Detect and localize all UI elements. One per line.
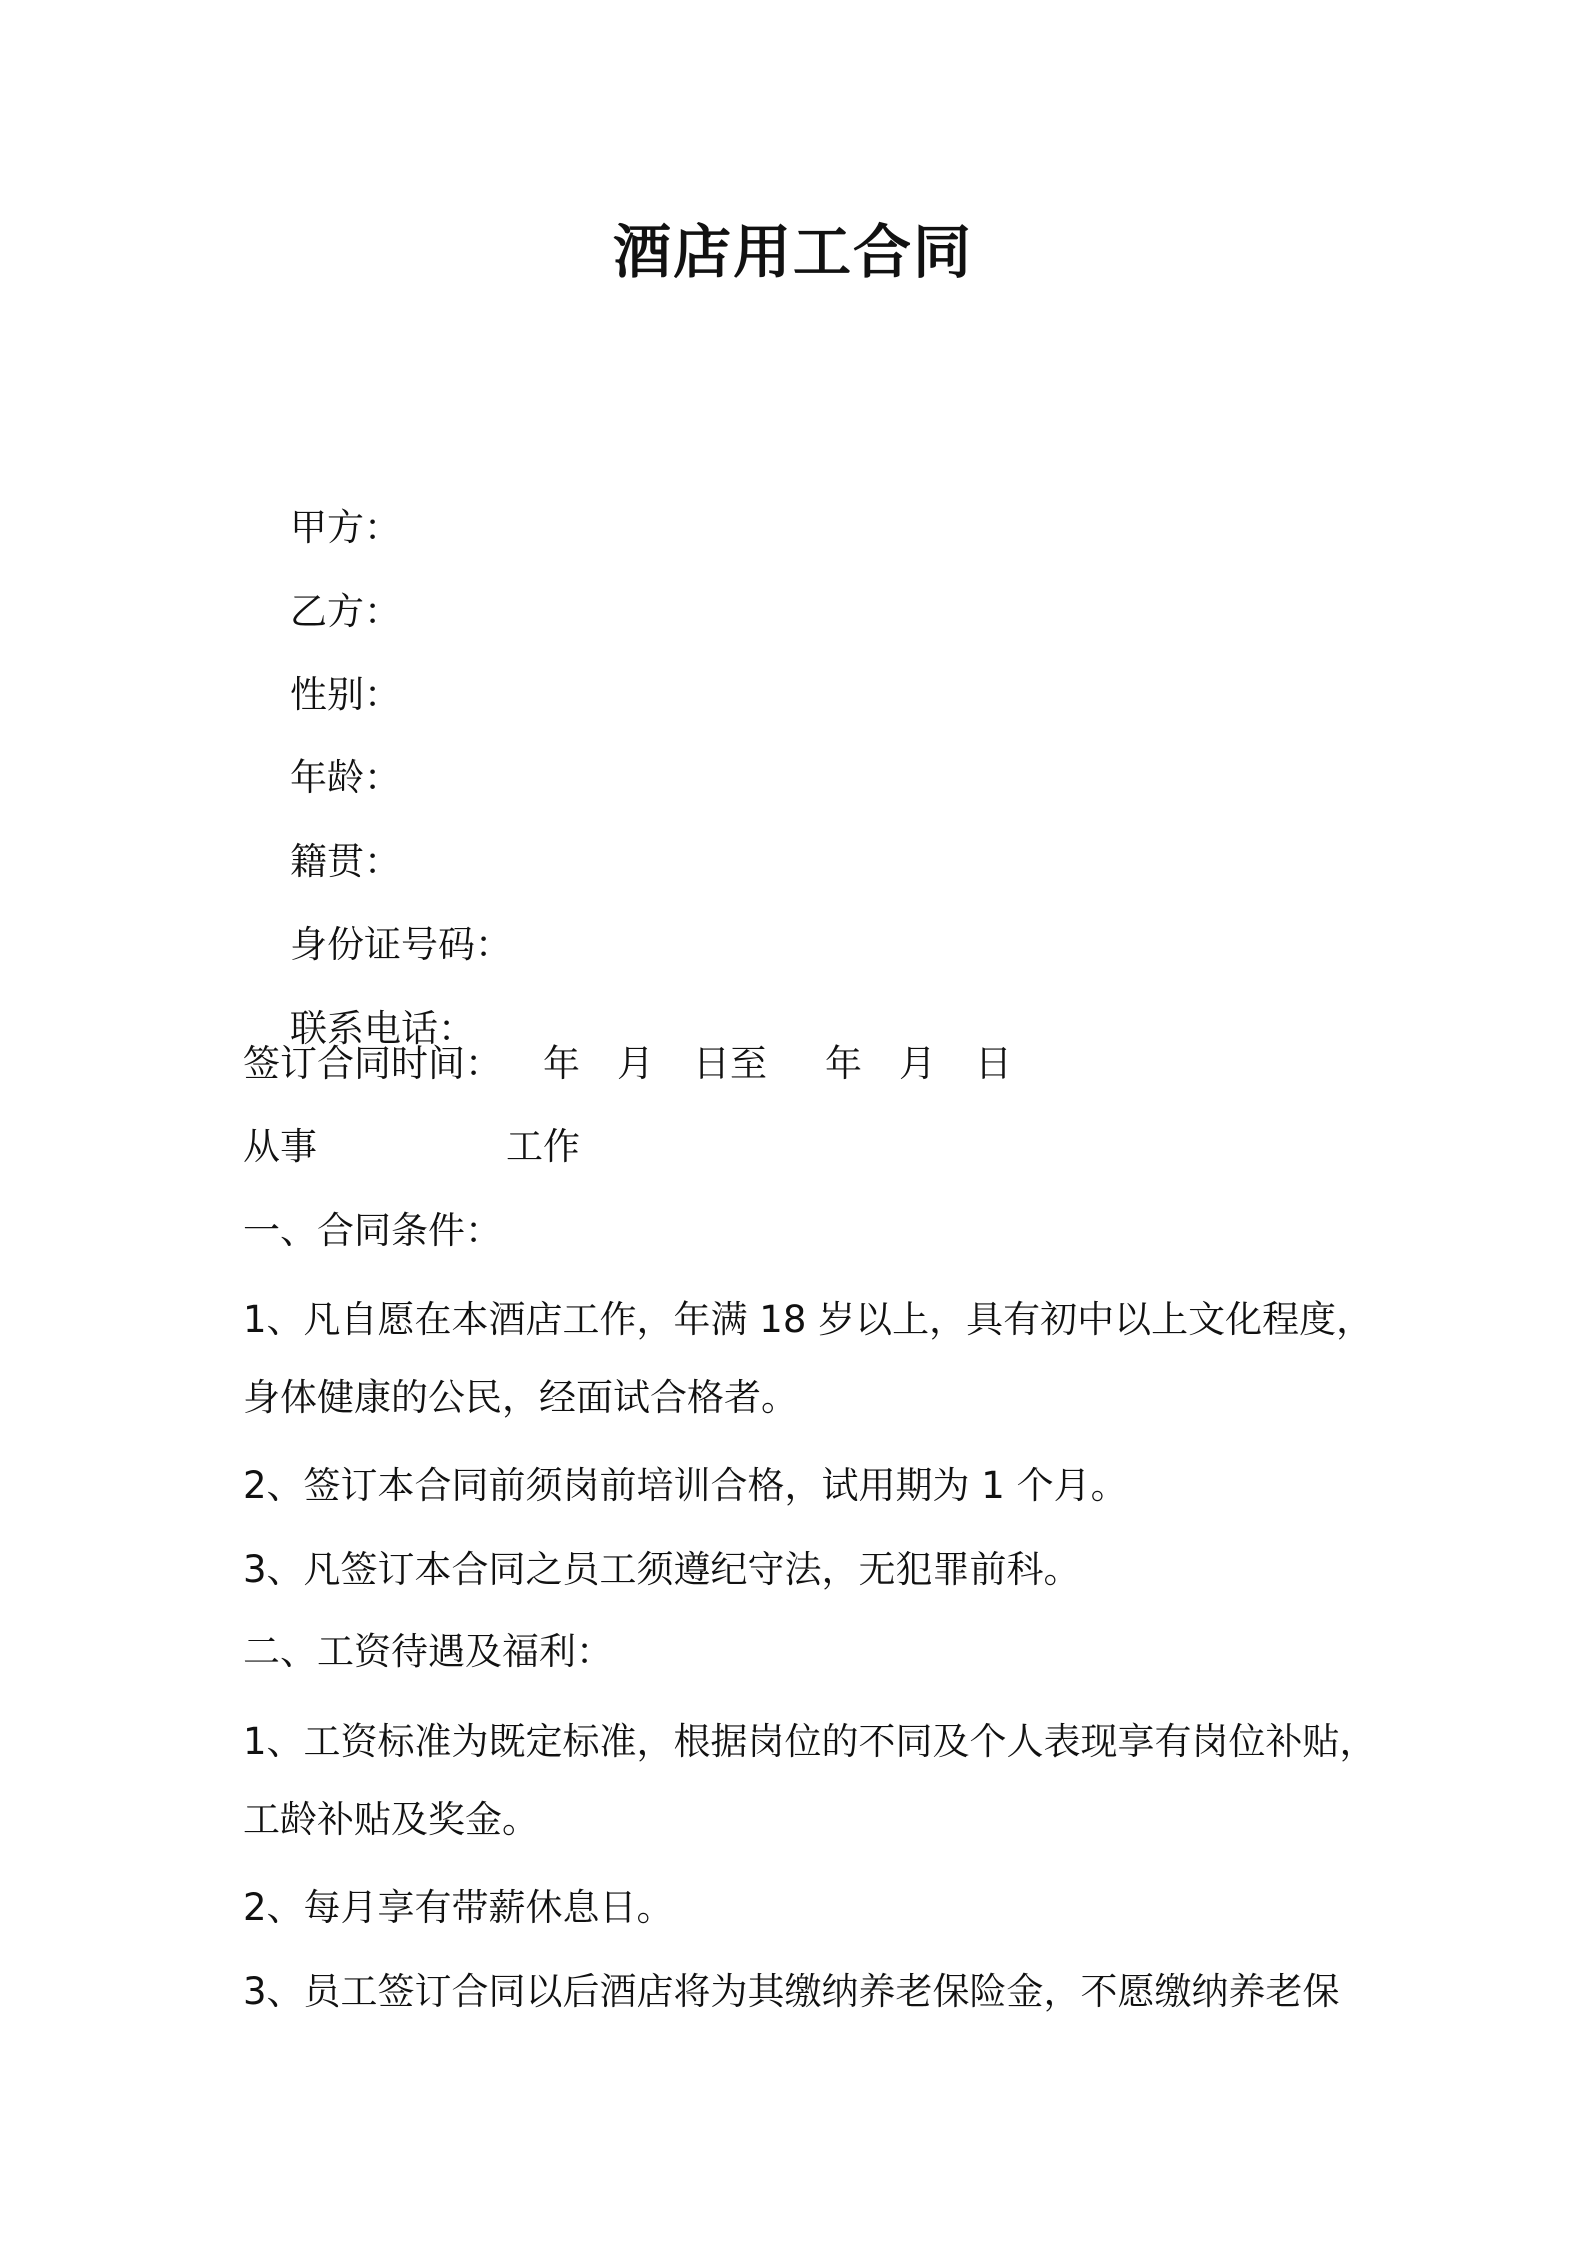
sign-date-label: 签订合同时间：: [243, 1042, 502, 1085]
sign-date-day-end: 日: [975, 1042, 1012, 1085]
field-label: 籍贯：: [290, 840, 402, 883]
section1-item2: 2、签订本合同前须岗前培训合格，试用期为 1 个月。: [243, 1464, 1128, 1507]
field-label: 性别：: [290, 673, 402, 716]
field-label: 年龄：: [290, 756, 402, 799]
section1-item1-line1: 1、凡自愿在本酒店工作，年满 18 岁以上，具有初中以上文化程度，: [243, 1298, 1374, 1341]
section1-item1-line2: 身体健康的公民，经面试合格者。: [243, 1376, 798, 1419]
field-label: 甲方：: [290, 506, 402, 549]
sign-date-month-end: 月: [899, 1042, 936, 1085]
field-label: 联系电话：: [290, 1007, 476, 1050]
section2-item3-line1: 3、员工签订合同以后酒店将为其缴纳养老保险金，不愿缴纳养老保: [243, 1970, 1340, 2013]
sign-date-year-start: 年: [543, 1042, 580, 1085]
sign-date-year-end: 年: [825, 1042, 862, 1085]
document-title: 酒店用工合同: [612, 218, 973, 286]
engage-line: [243, 1123, 843, 1171]
section-heading-salary: 二、工资待遇及福利：: [243, 1630, 613, 1673]
sign-date-day-to: 日至: [693, 1042, 767, 1085]
section-heading-conditions: 一、合同条件：: [243, 1209, 502, 1252]
sign-date-month-start: 月: [617, 1042, 654, 1085]
field-label: 乙方：: [290, 590, 402, 633]
sign-date-line: [243, 1040, 1343, 1088]
engage-suffix: 工作: [506, 1125, 580, 1168]
engage-prefix: 从事: [243, 1125, 317, 1168]
section2-item2: 2、每月享有带薪休息日。: [243, 1886, 674, 1929]
section2-item1-line2: 工龄补贴及奖金。: [243, 1798, 539, 1841]
field-label: 身份证号码：: [290, 923, 513, 966]
section2-item1-line1: 1、工资标准为既定标准，根据岗位的不同及个人表现享有岗位补贴，: [243, 1720, 1377, 1763]
section1-item3: 3、凡签订本合同之员工须遵纪守法，无犯罪前科。: [243, 1548, 1081, 1591]
